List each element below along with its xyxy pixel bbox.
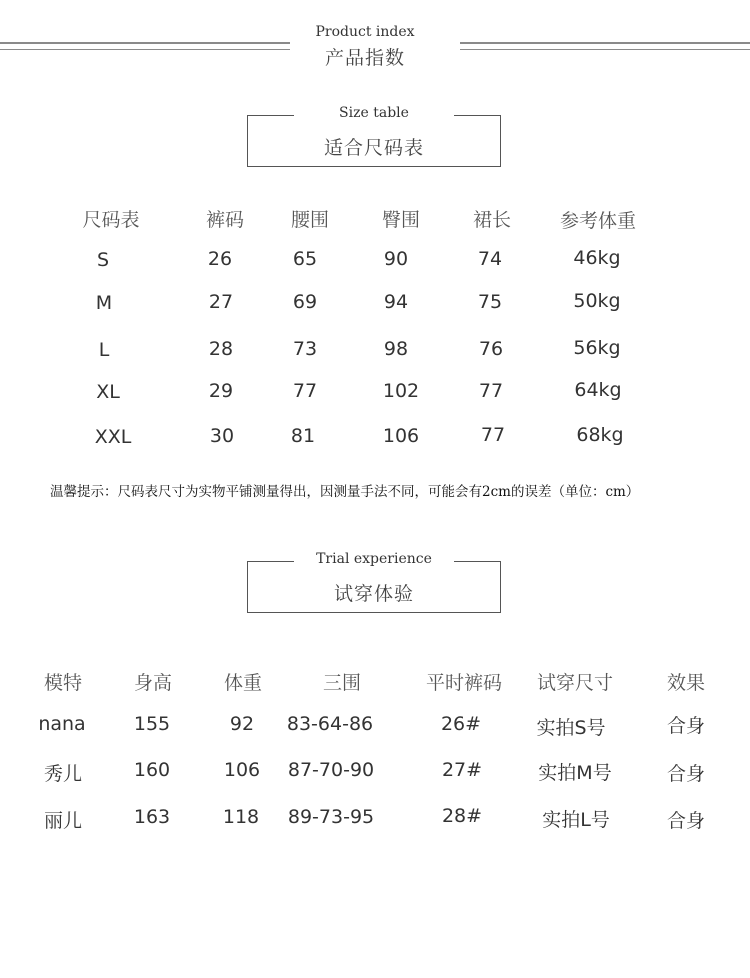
trial-section-title-en: Trial experience xyxy=(316,551,432,567)
trial-cell: 合身 xyxy=(666,715,706,737)
trial-section-title-box xyxy=(247,551,501,613)
size-cell: 69 xyxy=(292,291,318,313)
size-cell: 77 xyxy=(292,380,318,402)
size-col-header: 参考体重 xyxy=(559,210,637,232)
size-section-title-en: Size table xyxy=(339,105,409,121)
size-cell: 75 xyxy=(477,291,503,313)
size-cell: 102 xyxy=(382,380,420,402)
trial-cell: 106 xyxy=(223,759,261,781)
trial-cell: 155 xyxy=(133,713,171,735)
trial-cell: 160 xyxy=(133,759,171,781)
size-cell: 90 xyxy=(383,248,409,270)
size-cell: 76 xyxy=(478,338,504,360)
size-cell: 77 xyxy=(478,380,504,402)
trial-cell: 秀儿 xyxy=(43,763,83,785)
trial-cell: 合身 xyxy=(666,763,706,785)
size-cell: 50kg xyxy=(573,290,621,312)
size-cell: 27 xyxy=(208,291,234,313)
trial-cell: 163 xyxy=(133,806,171,828)
size-cell: XL xyxy=(96,381,120,403)
size-cell: 98 xyxy=(383,338,409,360)
size-cell: 74 xyxy=(477,248,503,270)
trial-col-header: 效果 xyxy=(666,672,706,694)
size-section-title-cn: 适合尺码表 xyxy=(323,137,424,159)
trial-col-header: 体重 xyxy=(223,672,263,694)
size-cell: XXL xyxy=(94,426,132,448)
size-cell: S xyxy=(96,249,110,271)
trial-cell: 合身 xyxy=(666,810,706,832)
trial-cell: 丽儿 xyxy=(43,810,83,832)
measurement-note: 温馨提示：尺码表尺寸为实物平铺测量得出，因测量手法不同，可能会有2cm的误差（单位：cm） xyxy=(50,484,640,500)
trial-cell: 92 xyxy=(229,713,255,735)
header-title-en: Product index xyxy=(315,24,415,40)
size-section-title-box xyxy=(247,105,501,167)
trial-cell: 实拍S号 xyxy=(536,717,606,739)
size-cell: 77 xyxy=(480,424,506,446)
size-col-header: 裤码 xyxy=(205,209,245,231)
trial-cell: 118 xyxy=(222,806,260,828)
size-cell: 73 xyxy=(292,338,318,360)
size-col-header: 腰围 xyxy=(290,209,330,231)
size-cell: 30 xyxy=(209,425,235,447)
trial-cell: 89-73-95 xyxy=(287,806,375,828)
size-cell: 106 xyxy=(382,425,420,447)
trial-section-title-cn: 试穿体验 xyxy=(333,583,414,605)
size-cell: 28 xyxy=(208,338,234,360)
header-title-cn: 产品指数 xyxy=(324,47,405,69)
trial-col-header: 模特 xyxy=(43,672,83,694)
trial-cell: 实拍M号 xyxy=(538,762,612,784)
trial-cell: 实拍L号 xyxy=(542,809,610,831)
trial-cell: 26# xyxy=(440,713,482,735)
size-cell: 94 xyxy=(383,291,409,313)
size-col-header: 尺码表 xyxy=(82,209,140,231)
trial-cell: 87-70-90 xyxy=(287,759,375,781)
size-col-header: 臀围 xyxy=(381,209,421,231)
trial-cell: nana xyxy=(38,713,86,735)
size-cell: 56kg xyxy=(573,337,621,359)
size-cell: 65 xyxy=(292,248,318,270)
size-cell: 26 xyxy=(207,248,233,270)
size-cell: 68kg xyxy=(576,424,624,446)
size-cell: 81 xyxy=(290,425,316,447)
trial-col-header: 平时裤码 xyxy=(425,672,503,694)
trial-col-header: 身高 xyxy=(133,672,173,694)
trial-col-header: 试穿尺寸 xyxy=(536,672,614,694)
size-cell: M xyxy=(95,292,113,314)
trial-cell: 28# xyxy=(441,805,483,827)
trial-cell: 83-64-86 xyxy=(286,713,374,735)
trial-col-header: 三围 xyxy=(322,672,362,694)
trial-cell: 27# xyxy=(441,759,483,781)
size-col-header: 裙长 xyxy=(472,209,512,231)
size-cell: L xyxy=(98,339,110,361)
size-cell: 64kg xyxy=(574,379,622,401)
size-cell: 46kg xyxy=(573,247,621,269)
size-cell: 29 xyxy=(208,380,234,402)
